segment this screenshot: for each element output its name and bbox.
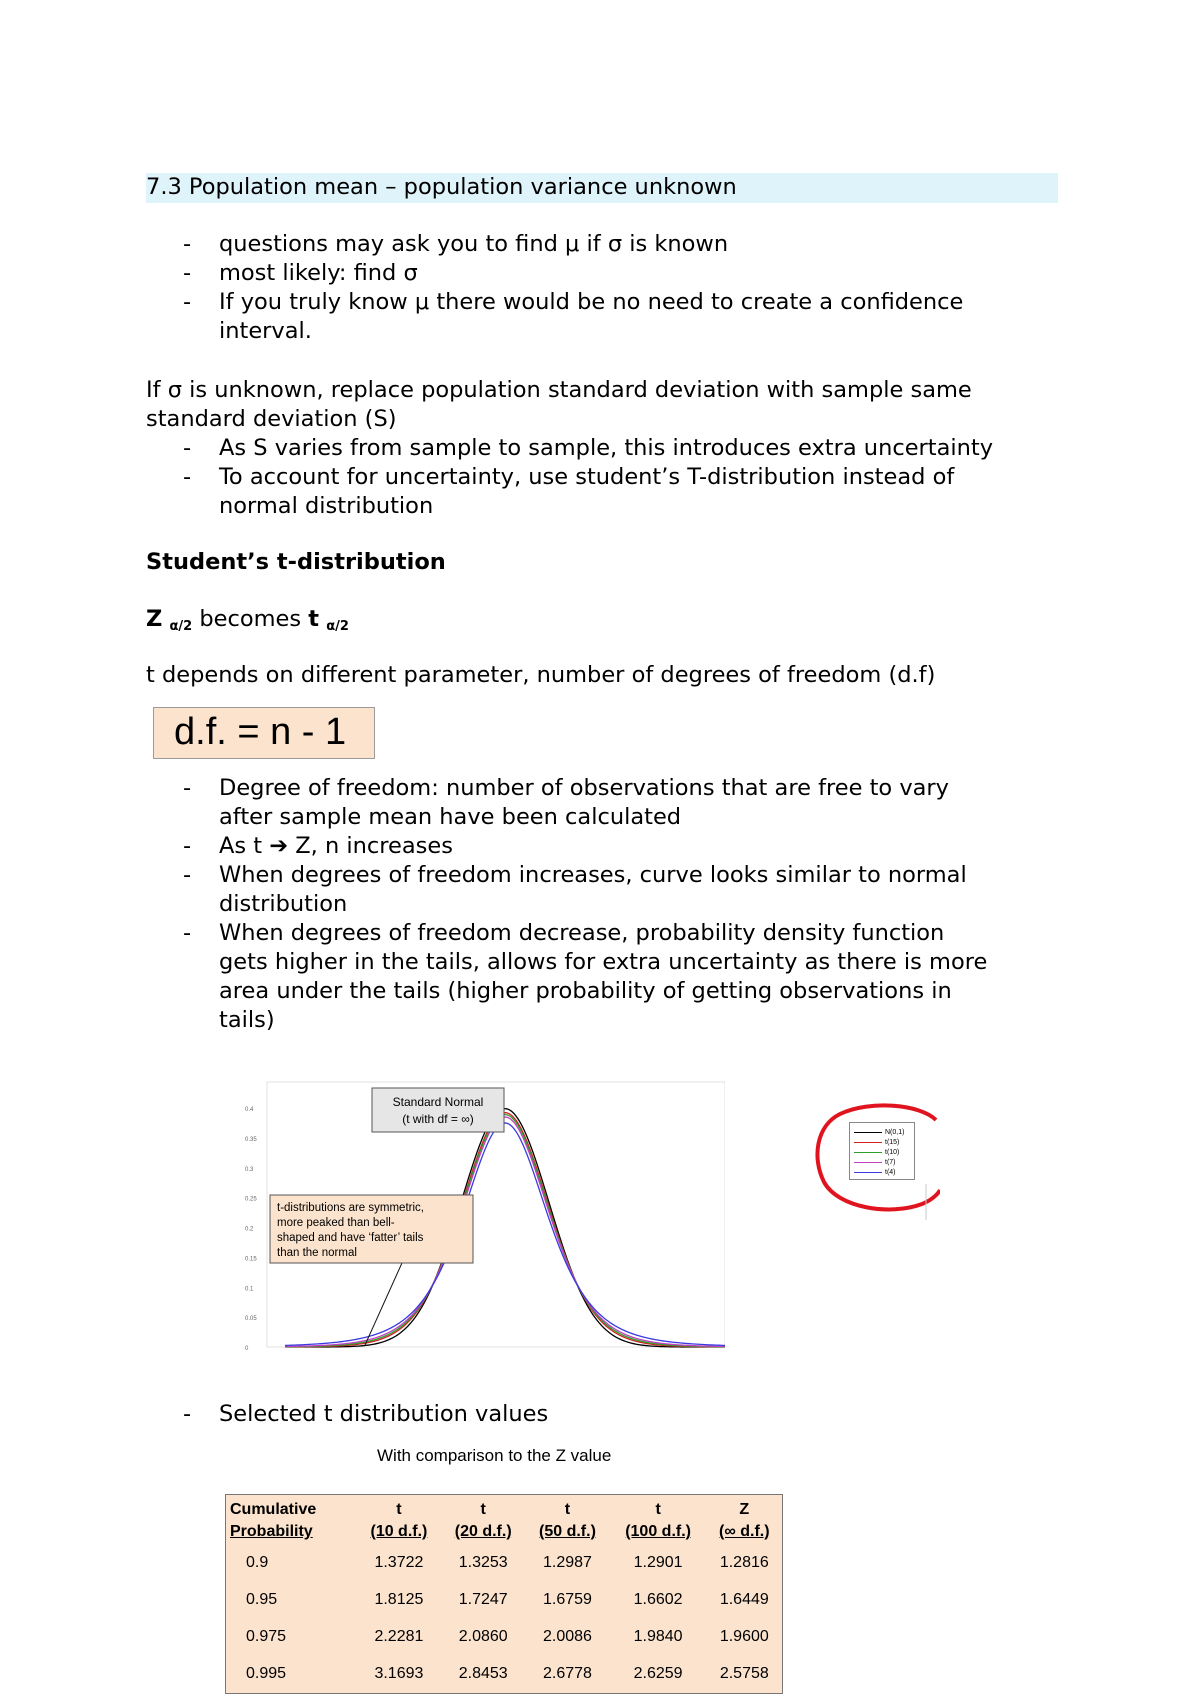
table-cell: 2.2281 — [374, 1628, 424, 1646]
table-cell: 2.5758 — [719, 1665, 769, 1683]
table-row — [226, 1544, 783, 1581]
y-axis-ticks — [245, 1107, 257, 1352]
svg-text:more peaked than bell-: more peaked than bell- — [277, 1217, 395, 1229]
table-row — [226, 1618, 783, 1655]
svg-text:t-distributions are symmetric,: t-distributions are symmetric, — [277, 1202, 424, 1214]
table-header-cell: t (50 d.f.) — [539, 1501, 596, 1540]
table-cell: 1.6449 — [719, 1590, 769, 1608]
df-formula-box: d.f. = n - 1 — [153, 707, 375, 759]
table-cell: 1.3253 — [458, 1553, 508, 1571]
y-tick-label: 0.1 — [245, 1286, 254, 1293]
paragraph-line: standard deviation (S) — [146, 406, 397, 432]
table-cell: 3.1693 — [374, 1665, 424, 1683]
svg-text:shaped and have ‘fatter’ tails: shaped and have ‘fatter’ tails — [277, 1232, 424, 1244]
table-header-cell: Cumulative Probability — [230, 1501, 317, 1540]
svg-text:(t with df = ∞): (t with df = ∞) — [402, 1112, 474, 1126]
table-cell: 1.2901 — [633, 1553, 683, 1571]
table-header-cell: t (100 d.f.) — [625, 1501, 691, 1540]
list-item-continuation: interval. — [219, 318, 312, 344]
table-caption: With comparison to the Z value — [377, 1446, 612, 1465]
table-cell: 1.2987 — [542, 1553, 592, 1571]
legend-label: N(0,1) — [885, 1129, 905, 1136]
table-cell: 0.9 — [246, 1553, 269, 1571]
table-cell: 2.0086 — [542, 1628, 592, 1646]
annotation-standard-normal — [372, 1088, 504, 1132]
svg-text:Standard Normal: Standard Normal — [392, 1095, 484, 1109]
y-tick-label: 0.3 — [245, 1166, 254, 1173]
table-cell: 2.6778 — [542, 1665, 592, 1683]
red-circle-highlight — [810, 1098, 940, 1222]
t-distribution-chart — [225, 1080, 725, 1365]
legend-label: t(7) — [885, 1159, 896, 1166]
svg-text:than the normal: than the normal — [277, 1247, 357, 1259]
list-item-continuation: tails) — [219, 1007, 275, 1033]
list-item-continuation: after sample mean have been calculated — [219, 804, 682, 830]
t-values-table — [225, 1494, 783, 1694]
y-tick-label: 0.25 — [245, 1196, 257, 1203]
table-header-cell: t (20 d.f.) — [454, 1501, 512, 1540]
list-item-continuation: normal distribution — [219, 493, 434, 519]
paragraph-line: If σ is unknown, replace population standard deviation with sample same — [146, 377, 972, 403]
table-cell: 2.0860 — [458, 1628, 508, 1646]
y-tick-label: 0.35 — [245, 1136, 257, 1143]
table-cell: 1.2816 — [719, 1553, 769, 1571]
y-tick-label: 0.2 — [245, 1226, 254, 1233]
table-header-cell: Z (∞ d.f.) — [719, 1501, 770, 1540]
table-cell: 1.6759 — [542, 1590, 592, 1608]
table-header-row — [226, 1495, 783, 1545]
annotation-t-distributions — [270, 1195, 473, 1263]
table-cell: 0.975 — [246, 1628, 287, 1646]
table-cell: 1.6602 — [633, 1590, 683, 1608]
list-item-continuation: gets higher in the tails, allows for extra uncertainty as there is more — [219, 949, 988, 975]
table-cell: 0.995 — [246, 1665, 287, 1683]
y-tick-label: 0 — [245, 1346, 249, 1352]
paragraph-line: t depends on different parameter, number of degrees of freedom (d.f) — [146, 662, 936, 688]
table-cell: 1.8125 — [374, 1590, 424, 1608]
legend-label: t(15) — [885, 1139, 900, 1146]
table-row — [226, 1656, 783, 1694]
table-cell: 0.95 — [246, 1590, 278, 1608]
table-row — [226, 1581, 783, 1618]
table-cell: 1.3722 — [374, 1553, 424, 1571]
table-cell: 2.8453 — [458, 1665, 508, 1683]
y-tick-label: 0.05 — [245, 1316, 257, 1323]
list-item-continuation: distribution — [219, 891, 348, 917]
legend-label: t(4) — [885, 1169, 896, 1176]
table-cell: 2.6259 — [633, 1665, 683, 1683]
table-header-cell: t (10 d.f.) — [370, 1501, 428, 1540]
subheading: Student’s t-distribution — [146, 549, 446, 575]
list-item-continuation: area under the tails (higher probability of getting observations in — [219, 978, 952, 1004]
y-tick-label: 0.4 — [245, 1107, 254, 1113]
table-cell: 1.9600 — [719, 1628, 769, 1646]
z-becomes-t-line: Z α/2 becomes t α/2 — [146, 606, 349, 634]
y-tick-label: 0.15 — [245, 1256, 257, 1263]
table-cell: 1.9840 — [633, 1628, 683, 1646]
table-cell: 1.7247 — [458, 1590, 508, 1608]
legend-label: t(10) — [885, 1149, 900, 1156]
section-heading: 7.3 Population mean – population variance unknown — [146, 174, 737, 200]
